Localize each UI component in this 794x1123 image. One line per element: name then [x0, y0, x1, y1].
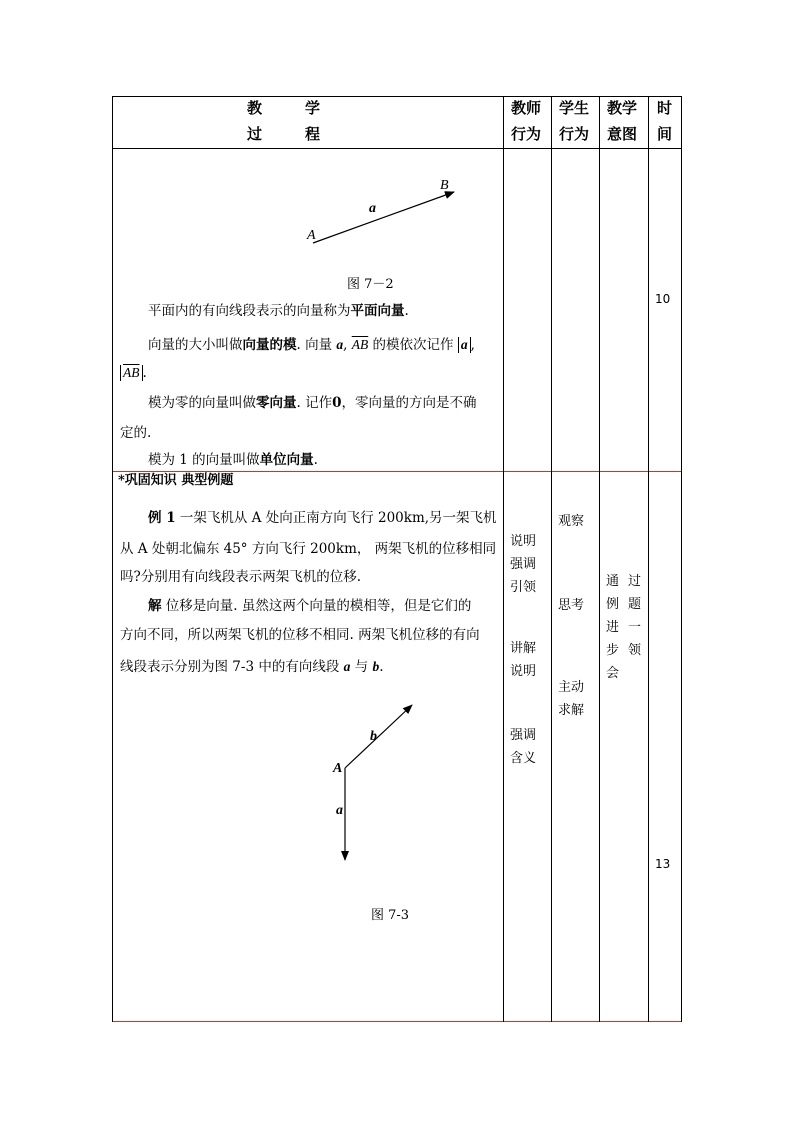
p4-text: 模为 1 的向量叫做 — [148, 452, 260, 468]
para-plane-vector — [148, 296, 409, 327]
p2-post: 的模依次记作 — [368, 337, 454, 353]
solution-line1 — [148, 591, 471, 622]
fig1-label-b-point: B — [440, 178, 449, 193]
intent-char-4: 题 — [628, 597, 642, 612]
p1-text: 平面内的有向线段表示的向量称为 — [148, 303, 351, 319]
p2-vector-a: a — [336, 337, 344, 352]
teacher-action-6: 强调 — [510, 728, 537, 743]
solution-line3 — [120, 651, 384, 683]
p1-end: . — [404, 303, 409, 319]
p2-abs-a-value: a — [460, 337, 468, 352]
header-process-char-1: 过 — [247, 125, 263, 143]
student-action-4: 求解 — [558, 703, 585, 718]
header-bottom-border — [112, 148, 682, 149]
header-time-line1: 时 — [657, 99, 673, 117]
solution-text-3: 线段表示分别为图 7-3 中的有向线段 — [120, 659, 344, 675]
p2-text: 向量的大小叫做 — [148, 337, 243, 353]
p3-mid: . 记作 — [296, 395, 333, 411]
p1-term: 平面向量 — [350, 303, 405, 319]
header-intent-line1: 教学 — [607, 99, 638, 117]
solution-vector-b: b — [372, 659, 380, 674]
header-time-line2: 间 — [657, 125, 673, 143]
para-zero-vector-line2 — [120, 418, 151, 449]
student-action-2: 思考 — [558, 598, 585, 613]
para-vector-modulus-line2: $\overline{AB}$ . — [120, 357, 147, 389]
intent-char-2: 过 — [628, 574, 642, 589]
intent-char-6: 一 — [628, 620, 642, 635]
header-teacher-line2: 行为 — [511, 125, 542, 143]
column-divider-3 — [599, 96, 600, 1022]
intent-char-1: 通 — [606, 574, 620, 589]
p3-zero-symbol: 0 — [332, 395, 342, 411]
intent-char-7: 步 — [606, 643, 620, 658]
example-1-line3 — [120, 562, 361, 593]
fig2-label-a-vector: a — [336, 803, 343, 818]
teacher-action-4: 讲解 — [510, 641, 537, 656]
solution-vector-a: a — [343, 659, 351, 674]
teacher-action-2: 强调 — [510, 557, 537, 572]
example-1-line2 — [120, 534, 496, 565]
table-right-border — [681, 96, 682, 1022]
intent-char-3: 例 — [606, 597, 620, 612]
p2-mid: . 向量 — [296, 337, 337, 353]
column-divider-1 — [503, 96, 504, 1022]
section1-time: 10 — [655, 292, 671, 306]
p2-abs-ab — [120, 365, 143, 381]
header-teaching-char-1: 教 — [247, 99, 263, 117]
example-text-3: 吗?分别用有向线段表示两架飞机的位移. — [120, 569, 362, 585]
fig2-caption: 图 7-3 — [371, 908, 410, 923]
vector-b-line — [345, 705, 412, 768]
intent-char-5: 进 — [606, 620, 620, 635]
p2-vector-ab: $\overline{AB}$ — [351, 337, 369, 352]
p3-term: 零向量 — [256, 395, 297, 411]
p2-term: 向量的模 — [242, 337, 297, 353]
header-student-line1: 学生 — [559, 99, 590, 117]
fig2-label-b-vector: b — [370, 729, 377, 744]
intent-char-9: 会 — [606, 666, 620, 681]
fig1-label-a-point: A — [307, 228, 316, 243]
teacher-action-1: 说明 — [510, 534, 537, 549]
vector-ab-line — [313, 192, 454, 243]
header-student-line2: 行为 — [559, 125, 590, 143]
column-divider-2 — [551, 96, 552, 1022]
solution-text-1: 位移是向量. 虽然这两个向量的模相等，但是它们的 — [161, 598, 472, 614]
table-top-border — [112, 96, 682, 97]
solution-text-2: 方向不同，所以两架飞机的位移不相同. 两架飞机位移的有向 — [120, 627, 480, 643]
para-vector-modulus: 向量的大小叫做向量的模. 向量 a, $\overline{AB}$ 的模依次记作 a , — [148, 337, 475, 353]
example-text-1: 一架飞机从 A 处向正南方向飞行 200km,另一架飞机 — [175, 510, 497, 526]
header-teacher-line1: 教师 — [511, 99, 542, 117]
header-process-char-2: 程 — [305, 125, 321, 143]
p4-end: . — [313, 452, 318, 468]
solution-mid: 与 — [350, 659, 373, 675]
table-left-border — [112, 96, 113, 1022]
solution-line2 — [120, 620, 480, 651]
teacher-action-5: 说明 — [510, 664, 537, 679]
student-action-3: 主动 — [558, 680, 585, 695]
student-action-1: 观察 — [558, 514, 585, 529]
p3-post: ，零向量的方向是不确 — [341, 395, 477, 411]
para-zero-vector — [148, 388, 477, 419]
teacher-action-3: 引领 — [510, 580, 537, 595]
section2-time: 13 — [655, 857, 671, 871]
figure-7-3 — [330, 700, 430, 870]
p3-line2: 定的. — [120, 425, 152, 441]
p2-abs-ab-value: $\overline{AB}$ — [123, 365, 140, 380]
solution-label: 解 — [148, 598, 162, 614]
intent-char-8: 领 — [628, 643, 642, 658]
example-label: 例 1 — [148, 510, 176, 526]
column-divider-4 — [648, 96, 649, 1022]
fig2-label-a-point: A — [333, 761, 343, 776]
p3-text: 模为零的向量叫做 — [148, 395, 256, 411]
solution-end: . — [379, 659, 384, 675]
example-text-2: 从 A 处朝北偏东 45° 方向飞行 200km， 两架飞机的位移相同 — [120, 541, 497, 557]
p2-comma: , — [343, 337, 352, 353]
table-bottom-border — [112, 1021, 682, 1022]
teacher-action-7: 含义 — [510, 751, 537, 766]
example-1-line1 — [148, 503, 497, 534]
header-intent-line2: 意图 — [607, 125, 638, 143]
section2-title: *巩固知识 典型例题 — [118, 473, 234, 488]
fig1-label-a-vector: a — [369, 201, 376, 216]
p4-term: 单位向量 — [259, 452, 314, 468]
p2-abs-a — [458, 337, 471, 353]
header-teaching-char-2: 学 — [305, 99, 321, 117]
fig1-caption: 图 7－2 — [347, 277, 394, 292]
